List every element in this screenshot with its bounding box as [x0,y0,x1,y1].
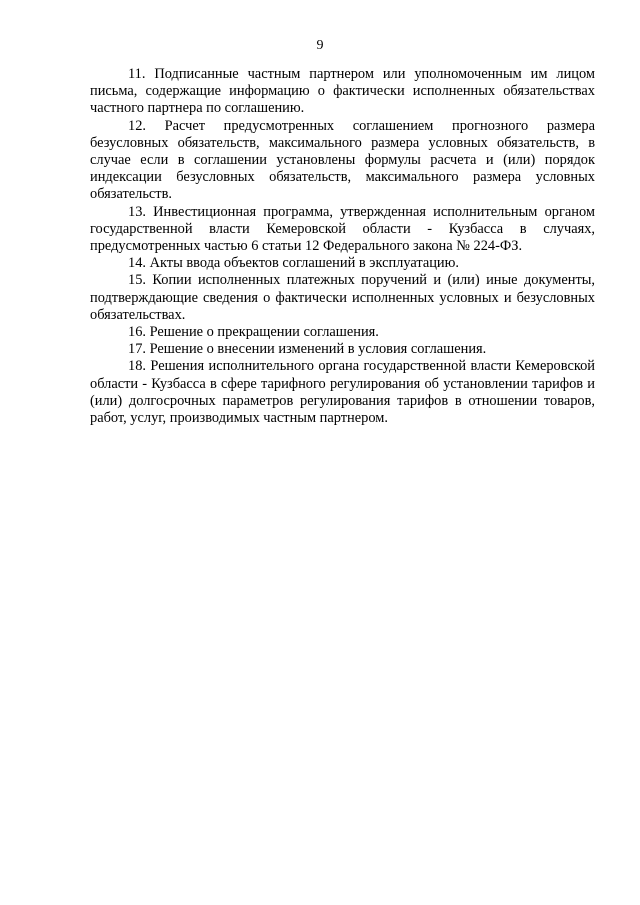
paragraph-item-15: 15. Копии исполненных платежных поручений и (или) иные документы, подтверждающие сведения о фактически исполненных условных и безусловных обязательствах. [90,272,595,323]
page-number: 9 [316,38,324,53]
paragraph-item-18: 18. Решения исполнительного органа государственной власти Кемеровской области - Кузбасса в сфере тарифного регулирования об установлении тарифов и (или) долгосрочных параметров регулирования тарифов в отношении товаров, работ, услуг, производимых частным партнером. [90,358,595,427]
document-body [90,66,595,427]
paragraph-item-12: 12. Расчет предусмотренных соглашением прогнозного размера безусловных обязательств, максимального размера условных обязательств, в случае если в соглашении установлены формулы расчета и (или) порядок индексации безусловных обязательств, максимального размера условных обязательств. [90,117,595,203]
paragraph-item-11: 11. Подписанные частным партнером или уполномоченным им лицом письма, содержащие информацию о фактически исполненных обязательствах частного партнера по соглашению. [90,66,595,117]
paragraph-item-14: 14. Акты ввода объектов соглашений в эксплуатацию. [128,255,459,272]
paragraph-item-17: 17. Решение о внесении изменений в условия соглашения. [128,341,487,358]
paragraph-item-13: 13. Инвестиционная программа, утвержденная исполнительным органом государственной власти Кемеровской области - Кузбасса в случаях, предусмотренных частью 6 статьи 12 Федерального закона № 224-ФЗ. [90,203,595,255]
paragraph-item-16: 16. Решение о прекращении соглашения. [128,324,379,341]
